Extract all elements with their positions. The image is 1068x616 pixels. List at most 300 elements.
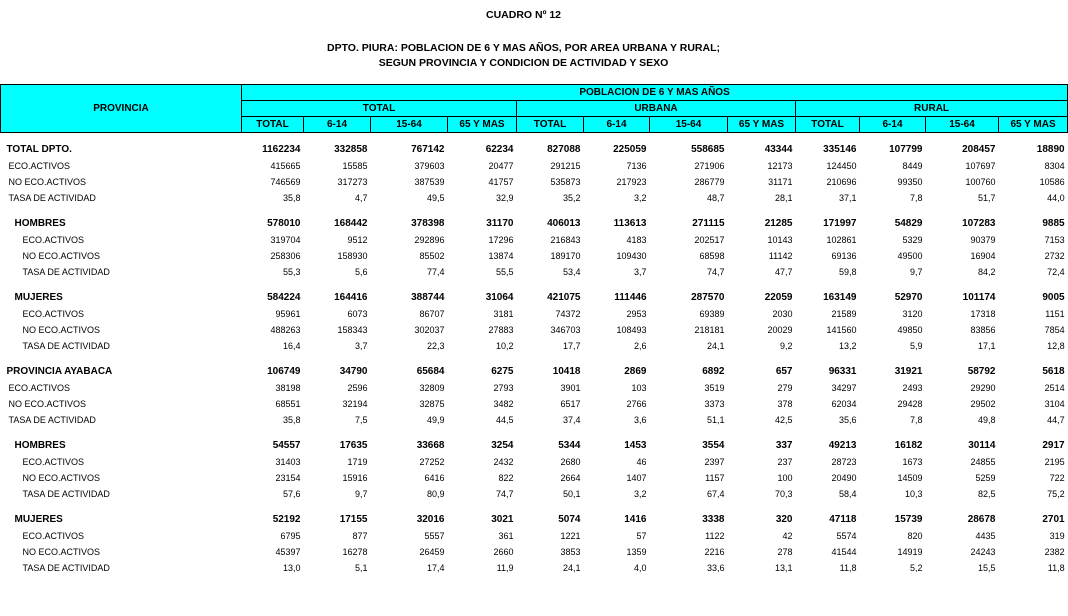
- value-cell: 44,0: [1047, 193, 1065, 203]
- value-cell: 54829: [894, 218, 923, 229]
- value-cell: 827088: [547, 144, 581, 155]
- value-cell: 57: [636, 531, 647, 541]
- value-cell: 58792: [967, 366, 996, 377]
- value-cell: 5,1: [354, 563, 368, 573]
- value-cell: 83856: [970, 325, 996, 335]
- spacer-cell: [1, 428, 1068, 438]
- col-total-6-14: 6-14: [304, 117, 371, 133]
- value-cell: 22059: [764, 292, 793, 303]
- value-cell: 225059: [613, 144, 647, 155]
- row-label: HOMBRES: [14, 218, 66, 229]
- value-cell: 31403: [275, 457, 301, 467]
- table-row: [1, 174, 1068, 190]
- value-cell: 10,2: [495, 341, 514, 351]
- value-cell: 2953: [626, 309, 647, 319]
- row-label: NO ECO.ACTIVOS: [22, 473, 101, 483]
- value-cell: 2432: [493, 457, 514, 467]
- value-cell: 378398: [411, 218, 445, 229]
- value-cell: 14509: [897, 473, 923, 483]
- value-cell: 46: [636, 457, 647, 467]
- value-cell: 47118: [829, 514, 857, 525]
- value-cell: 55,5: [495, 267, 514, 277]
- value-cell: 53,4: [562, 267, 581, 277]
- value-cell: 3,2: [633, 193, 647, 203]
- spacer-row: [1, 280, 1068, 290]
- value-cell: 80,9: [426, 489, 445, 499]
- value-cell: 9512: [347, 235, 368, 245]
- value-cell: 24,1: [562, 563, 581, 573]
- value-cell: 22,3: [426, 341, 445, 351]
- table-title-line1: DPTO. PIURA: POBLACION DE 6 Y MAS AÑOS, POR AREA URBANA Y RURAL;: [326, 42, 720, 54]
- table-row: [1, 512, 1068, 528]
- value-cell: 387539: [414, 177, 445, 187]
- value-cell: 15739: [894, 514, 923, 525]
- value-cell: 103: [631, 383, 647, 393]
- row-label: TASA DE ACTIVIDAD: [8, 193, 96, 203]
- value-cell: 335146: [823, 144, 857, 155]
- row-label: TASA DE ACTIVIDAD: [22, 267, 110, 277]
- value-cell: 9885: [1042, 218, 1065, 229]
- value-cell: 17155: [339, 514, 368, 525]
- value-cell: 1673: [902, 457, 923, 467]
- table-row: [1, 232, 1068, 248]
- row-label: TASA DE ACTIVIDAD: [22, 563, 110, 573]
- value-cell: 3482: [493, 399, 514, 409]
- value-cell: 10418: [552, 366, 581, 377]
- value-cell: 163149: [823, 292, 857, 303]
- value-cell: 11,9: [496, 563, 514, 573]
- value-cell: 57,6: [282, 489, 301, 499]
- value-cell: 17318: [970, 309, 996, 319]
- value-cell: 106749: [267, 366, 301, 377]
- value-cell: 74,7: [706, 267, 725, 277]
- header-group-urbana: URBANA: [517, 101, 796, 117]
- value-cell: 12,8: [1047, 341, 1065, 351]
- value-cell: 237: [777, 457, 793, 467]
- value-cell: 7,5: [354, 415, 368, 425]
- value-cell: 1416: [624, 514, 647, 525]
- value-cell: 6416: [424, 473, 445, 483]
- value-cell: 32016: [416, 514, 445, 525]
- value-cell: 26459: [419, 547, 445, 557]
- row-label: ECO.ACTIVOS: [22, 531, 85, 541]
- value-cell: 3021: [491, 514, 514, 525]
- value-cell: 535873: [550, 177, 581, 187]
- value-cell: 3181: [493, 309, 514, 319]
- value-cell: 33668: [416, 440, 445, 451]
- value-cell: 37,4: [562, 415, 581, 425]
- value-cell: 17,7: [562, 341, 581, 351]
- value-cell: 320: [775, 514, 793, 525]
- value-cell: 3254: [491, 440, 514, 451]
- value-cell: 158930: [337, 251, 368, 261]
- value-cell: 822: [498, 473, 514, 483]
- value-cell: 44,7: [1047, 415, 1065, 425]
- value-cell: 72,4: [1047, 267, 1065, 277]
- value-cell: 5618: [1042, 366, 1065, 377]
- value-cell: 49,9: [426, 415, 445, 425]
- value-cell: 1151: [1045, 309, 1065, 319]
- value-cell: 287570: [691, 292, 725, 303]
- value-cell: 23154: [275, 473, 301, 483]
- value-cell: 3104: [1044, 399, 1065, 409]
- value-cell: 51,7: [977, 193, 996, 203]
- value-cell: 208457: [962, 144, 996, 155]
- value-cell: 9005: [1042, 292, 1065, 303]
- value-cell: 124450: [826, 161, 857, 171]
- value-cell: 202517: [694, 235, 725, 245]
- value-cell: 29502: [970, 399, 996, 409]
- value-cell: 3,7: [354, 341, 368, 351]
- value-cell: 10586: [1039, 177, 1065, 187]
- value-cell: 877: [352, 531, 368, 541]
- value-cell: 32875: [419, 399, 445, 409]
- table-row: [1, 528, 1068, 544]
- value-cell: 2030: [772, 309, 793, 319]
- value-cell: 1407: [626, 473, 647, 483]
- value-cell: 17635: [339, 440, 368, 451]
- table-row: [1, 396, 1068, 412]
- value-cell: 337: [775, 440, 793, 451]
- value-cell: 44,5: [495, 415, 514, 425]
- value-cell: 16278: [342, 547, 368, 557]
- value-cell: 15,5: [977, 563, 996, 573]
- value-cell: 767142: [411, 144, 445, 155]
- value-cell: 31064: [485, 292, 514, 303]
- value-cell: 2,6: [633, 341, 647, 351]
- value-cell: 59,8: [838, 267, 857, 277]
- value-cell: 41757: [488, 177, 514, 187]
- table-row: [1, 248, 1068, 264]
- value-cell: 74,7: [495, 489, 514, 499]
- table-row: [1, 290, 1068, 306]
- value-cell: 6517: [560, 399, 581, 409]
- value-cell: 49,5: [426, 193, 445, 203]
- row-label: TASA DE ACTIVIDAD: [22, 341, 110, 351]
- population-table: [0, 84, 1068, 576]
- value-cell: 4,0: [633, 563, 647, 573]
- col-urbana-total: TOTAL: [517, 117, 584, 133]
- value-cell: 30114: [968, 440, 996, 451]
- value-cell: 82,5: [977, 489, 996, 499]
- value-cell: 2195: [1044, 457, 1065, 467]
- value-cell: 107697: [965, 161, 996, 171]
- value-cell: 1453: [624, 440, 647, 451]
- value-cell: 5329: [902, 235, 923, 245]
- value-cell: 86707: [419, 309, 445, 319]
- value-cell: 20477: [488, 161, 514, 171]
- value-cell: 28723: [831, 457, 857, 467]
- value-cell: 1122: [705, 531, 725, 541]
- value-cell: 415665: [270, 161, 301, 171]
- value-cell: 3,7: [633, 267, 647, 277]
- value-cell: 6073: [347, 309, 368, 319]
- value-cell: 24,1: [706, 341, 725, 351]
- value-cell: 34297: [831, 383, 857, 393]
- value-cell: 9,7: [354, 489, 368, 499]
- table-row: [1, 322, 1068, 338]
- value-cell: 95961: [275, 309, 301, 319]
- value-cell: 17296: [488, 235, 514, 245]
- value-cell: 74372: [555, 309, 581, 319]
- col-rural-total: TOTAL: [796, 117, 860, 133]
- value-cell: 32809: [419, 383, 445, 393]
- spacer-row: [1, 206, 1068, 216]
- value-cell: 141560: [826, 325, 857, 335]
- header-provincia: PROVINCIA: [1, 85, 242, 133]
- value-cell: 5557: [424, 531, 445, 541]
- spacer-row: [1, 354, 1068, 364]
- row-label: NO ECO.ACTIVOS: [8, 399, 87, 409]
- value-cell: 2216: [704, 547, 725, 557]
- table-row: [1, 142, 1068, 158]
- value-cell: 6795: [280, 531, 301, 541]
- value-cell: 3338: [702, 514, 725, 525]
- table-row: [1, 306, 1068, 322]
- row-label: ECO.ACTIVOS: [22, 235, 85, 245]
- value-cell: 75,2: [1047, 489, 1065, 499]
- table-row: [1, 380, 1068, 396]
- value-cell: 271906: [694, 161, 725, 171]
- value-cell: 168442: [334, 218, 368, 229]
- row-label: NO ECO.ACTIVOS: [8, 177, 87, 187]
- value-cell: 29290: [970, 383, 996, 393]
- table-row: [1, 338, 1068, 354]
- value-cell: 278: [777, 547, 793, 557]
- row-label: NO ECO.ACTIVOS: [22, 325, 101, 335]
- value-cell: 15585: [342, 161, 368, 171]
- value-cell: 5074: [558, 514, 581, 525]
- value-cell: 102861: [826, 235, 857, 245]
- value-cell: 16,4: [282, 341, 301, 351]
- value-cell: 332858: [334, 144, 368, 155]
- value-cell: 302037: [414, 325, 445, 335]
- value-cell: 421075: [547, 292, 581, 303]
- table-row: [1, 454, 1068, 470]
- value-cell: 13,0: [282, 563, 301, 573]
- value-cell: 2766: [626, 399, 647, 409]
- value-cell: 96331: [828, 366, 857, 377]
- row-label: ECO.ACTIVOS: [22, 457, 85, 467]
- value-cell: 271115: [692, 218, 725, 229]
- value-cell: 69136: [831, 251, 857, 261]
- col-rural-65: 65 Y MAS: [999, 117, 1068, 133]
- value-cell: 10143: [767, 235, 793, 245]
- value-cell: 111446: [614, 292, 647, 303]
- value-cell: 286779: [694, 177, 725, 187]
- value-cell: 3,2: [633, 489, 647, 499]
- table-row: [1, 438, 1068, 454]
- value-cell: 31171: [768, 177, 793, 187]
- value-cell: 158343: [337, 325, 368, 335]
- row-label: ECO.ACTIVOS: [22, 309, 85, 319]
- col-urbana-6-14: 6-14: [584, 117, 650, 133]
- value-cell: 2701: [1042, 514, 1065, 525]
- value-cell: 24855: [970, 457, 996, 467]
- value-cell: 10,3: [904, 489, 923, 499]
- value-cell: 5,9: [909, 341, 923, 351]
- value-cell: 2793: [493, 383, 514, 393]
- value-cell: 52192: [272, 514, 301, 525]
- spacer-cell: [1, 133, 1068, 143]
- row-label: TASA DE ACTIVIDAD: [8, 415, 96, 425]
- value-cell: 51,1: [706, 415, 725, 425]
- value-cell: 2732: [1044, 251, 1065, 261]
- value-cell: 746569: [270, 177, 301, 187]
- value-cell: 28678: [967, 514, 996, 525]
- value-cell: 3,6: [633, 415, 647, 425]
- value-cell: 346703: [550, 325, 581, 335]
- value-cell: 820: [907, 531, 923, 541]
- value-cell: 54557: [272, 440, 301, 451]
- value-cell: 2596: [347, 383, 368, 393]
- value-cell: 21589: [831, 309, 857, 319]
- row-label: NO ECO.ACTIVOS: [22, 547, 101, 557]
- value-cell: 5259: [975, 473, 996, 483]
- value-cell: 584224: [267, 292, 301, 303]
- value-cell: 2869: [624, 366, 647, 377]
- value-cell: 379603: [414, 161, 445, 171]
- value-cell: 722: [1049, 473, 1065, 483]
- col-total-15-64: 15-64: [371, 117, 448, 133]
- value-cell: 100760: [965, 177, 996, 187]
- value-cell: 164416: [334, 292, 368, 303]
- value-cell: 1359: [626, 547, 647, 557]
- value-cell: 109430: [616, 251, 647, 261]
- header-group-rural: RURAL: [796, 101, 1068, 117]
- value-cell: 7153: [1044, 235, 1065, 245]
- value-cell: 5344: [558, 440, 581, 451]
- table-body: [1, 133, 1068, 577]
- col-total-total: TOTAL: [242, 117, 304, 133]
- value-cell: 27252: [419, 457, 445, 467]
- spacer-cell: [1, 280, 1068, 290]
- value-cell: 32194: [342, 399, 368, 409]
- spacer-row: [1, 502, 1068, 512]
- value-cell: 11,8: [1047, 563, 1065, 573]
- value-cell: 2382: [1044, 547, 1065, 557]
- value-cell: 16904: [970, 251, 996, 261]
- value-cell: 13874: [488, 251, 514, 261]
- value-cell: 70,3: [774, 489, 793, 499]
- row-label: MUJERES: [14, 514, 63, 525]
- value-cell: 38198: [275, 383, 301, 393]
- col-rural-6-14: 6-14: [860, 117, 926, 133]
- value-cell: 1719: [347, 457, 368, 467]
- value-cell: 189170: [550, 251, 581, 261]
- value-cell: 1221: [560, 531, 581, 541]
- value-cell: 319704: [270, 235, 301, 245]
- value-cell: 657: [775, 366, 793, 377]
- value-cell: 388744: [411, 292, 445, 303]
- value-cell: 5,2: [909, 563, 923, 573]
- value-cell: 3120: [902, 309, 923, 319]
- value-cell: 17,1: [977, 341, 996, 351]
- value-cell: 216843: [550, 235, 581, 245]
- value-cell: 279: [777, 383, 793, 393]
- value-cell: 217923: [616, 177, 647, 187]
- row-label: ECO.ACTIVOS: [8, 161, 71, 171]
- value-cell: 4183: [626, 235, 647, 245]
- value-cell: 9,2: [779, 341, 793, 351]
- value-cell: 2660: [493, 547, 514, 557]
- table-row: [1, 470, 1068, 486]
- table-row: [1, 190, 1068, 206]
- value-cell: 107283: [962, 218, 996, 229]
- value-cell: 32,9: [495, 193, 514, 203]
- value-cell: 361: [498, 531, 514, 541]
- value-cell: 62234: [485, 144, 514, 155]
- value-cell: 8304: [1044, 161, 1065, 171]
- row-label: ECO.ACTIVOS: [8, 383, 71, 393]
- value-cell: 20490: [831, 473, 857, 483]
- value-cell: 18890: [1036, 144, 1065, 155]
- value-cell: 41544: [831, 547, 857, 557]
- value-cell: 3554: [702, 440, 725, 451]
- value-cell: 5,6: [354, 267, 368, 277]
- value-cell: 45397: [275, 547, 301, 557]
- value-cell: 34790: [339, 366, 368, 377]
- value-cell: 319: [1049, 531, 1065, 541]
- value-cell: 4435: [975, 531, 996, 541]
- value-cell: 49850: [897, 325, 923, 335]
- value-cell: 578010: [267, 218, 301, 229]
- value-cell: 21285: [764, 218, 793, 229]
- value-cell: 7,8: [909, 193, 923, 203]
- table-row: [1, 158, 1068, 174]
- table-row: [1, 544, 1068, 560]
- value-cell: 210696: [826, 177, 857, 187]
- value-cell: 8449: [902, 161, 923, 171]
- spacer-cell: [1, 502, 1068, 512]
- row-label: HOMBRES: [14, 440, 66, 451]
- row-label: TOTAL DPTO.: [6, 144, 72, 155]
- value-cell: 24243: [970, 547, 996, 557]
- value-cell: 28,1: [774, 193, 793, 203]
- value-cell: 7854: [1044, 325, 1065, 335]
- value-cell: 58,4: [838, 489, 857, 499]
- value-cell: 6275: [491, 366, 514, 377]
- row-label: MUJERES: [14, 292, 63, 303]
- value-cell: 4,7: [354, 193, 368, 203]
- value-cell: 49,8: [977, 415, 996, 425]
- value-cell: 42,5: [774, 415, 793, 425]
- value-cell: 7,8: [909, 415, 923, 425]
- value-cell: 1162234: [262, 144, 301, 155]
- value-cell: 62034: [831, 399, 857, 409]
- value-cell: 16182: [894, 440, 923, 451]
- value-cell: 13,2: [838, 341, 857, 351]
- value-cell: 77,4: [426, 267, 445, 277]
- value-cell: 48,7: [706, 193, 725, 203]
- value-cell: 52970: [894, 292, 923, 303]
- value-cell: 292896: [414, 235, 445, 245]
- value-cell: 406013: [547, 218, 581, 229]
- value-cell: 3853: [560, 547, 581, 557]
- value-cell: 37,1: [838, 193, 857, 203]
- header-group-total: TOTAL: [242, 101, 517, 117]
- value-cell: 35,8: [282, 415, 301, 425]
- value-cell: 55,3: [282, 267, 301, 277]
- value-cell: 5574: [836, 531, 857, 541]
- value-cell: 558685: [691, 144, 725, 155]
- table-title-line2: SEGUN PROVINCIA Y CONDICION DE ACTIVIDAD Y SEXO: [378, 57, 669, 69]
- value-cell: 43344: [764, 144, 793, 155]
- value-cell: 90379: [970, 235, 996, 245]
- value-cell: 14919: [897, 547, 923, 557]
- value-cell: 171997: [823, 218, 857, 229]
- value-cell: 65684: [416, 366, 445, 377]
